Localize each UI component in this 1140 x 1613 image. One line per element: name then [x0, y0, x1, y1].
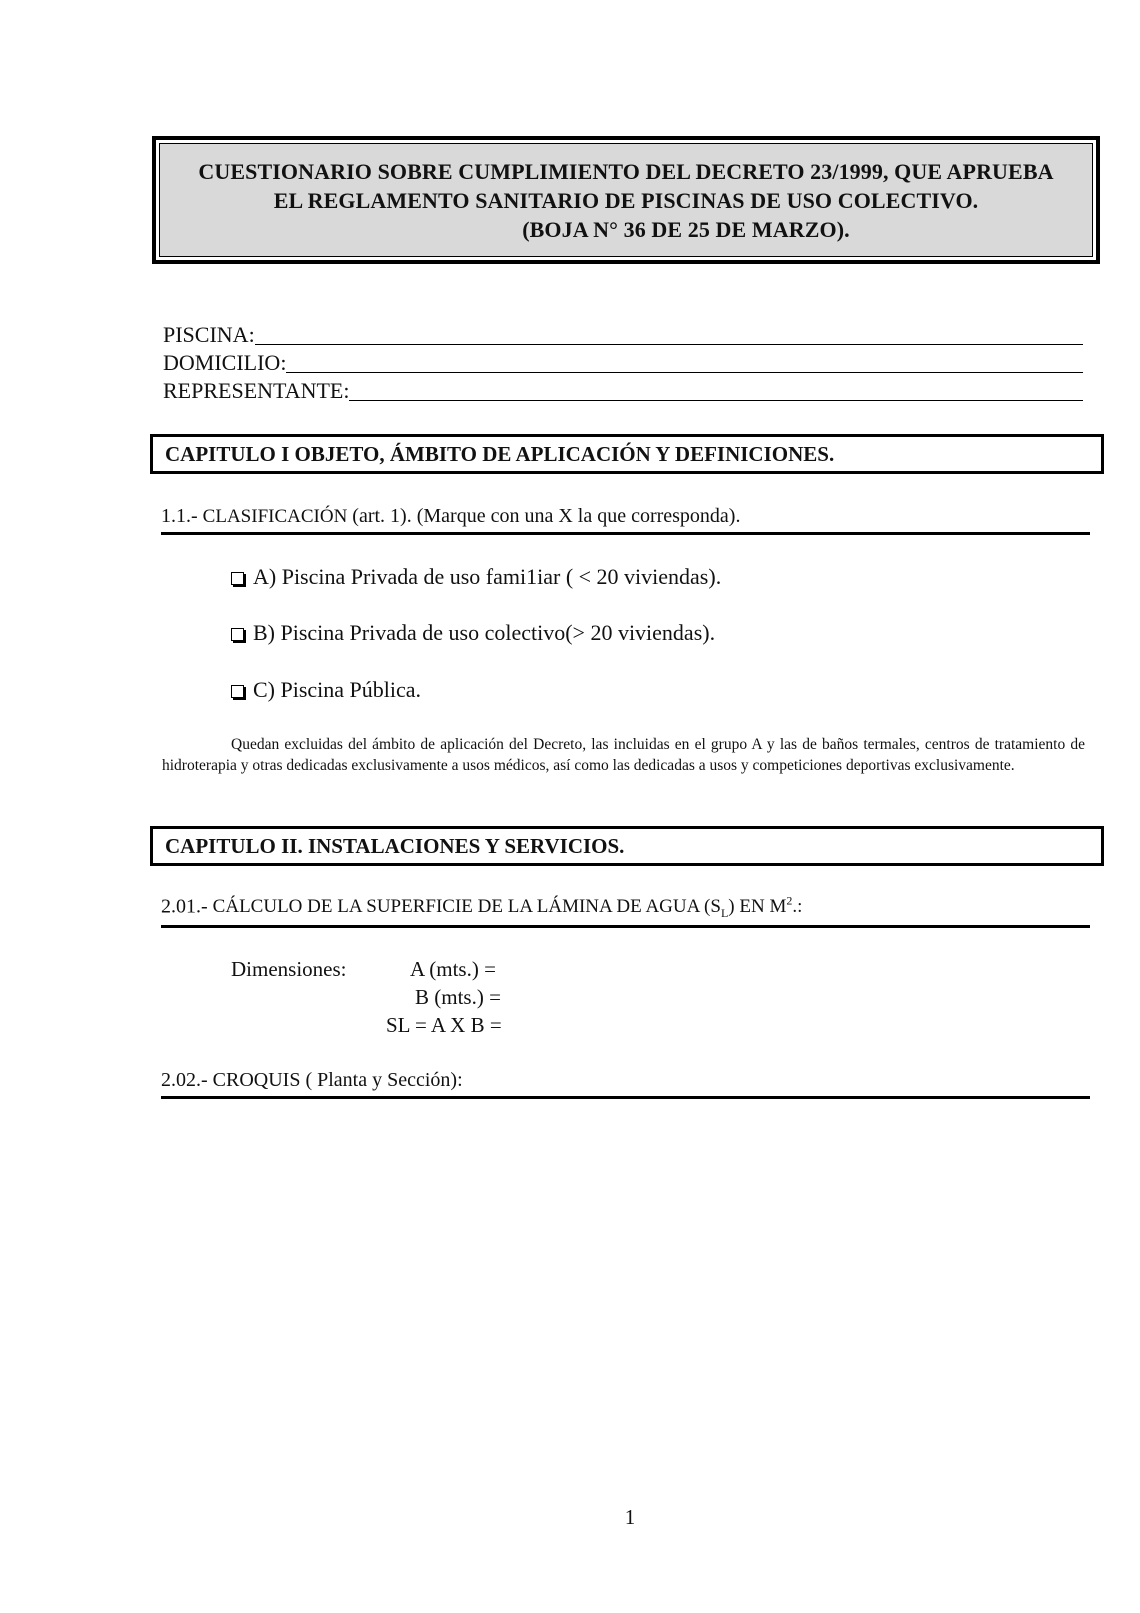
- option-b-label: B) Piscina Privada de uso colectivo(> 20 viviendas).: [253, 620, 716, 645]
- chapter-1-heading-box: [150, 434, 1104, 474]
- title-line-1: CUESTIONARIO SOBRE CUMPLIMIENTO DEL DECRETO 23/1999, QUE APRUEBA: [198, 158, 1054, 184]
- chapter-2-heading: CAPITULO II. INSTALACIONES Y SERVICIOS.: [165, 833, 625, 858]
- domicilio-blank-line[interactable]: [286, 351, 1083, 373]
- checkbox-icon[interactable]: [231, 572, 244, 585]
- option-c[interactable]: [231, 677, 421, 703]
- section-2-01-heading: [161, 894, 1090, 928]
- piscina-blank-line[interactable]: [255, 323, 1083, 345]
- option-b[interactable]: [231, 620, 715, 646]
- section-2-01-end: ) EN M: [728, 896, 787, 918]
- option-a[interactable]: [231, 564, 721, 590]
- piscina-field[interactable]: [163, 321, 1083, 349]
- page-number: 1: [624, 1505, 636, 1529]
- dimension-a: A (mts.) =: [410, 957, 496, 981]
- checkbox-icon[interactable]: [231, 628, 244, 641]
- dimensions-label: Dimensiones:: [231, 957, 347, 981]
- representante-label: REPRESENTANTE:: [163, 378, 350, 403]
- section-2-01-number: 2.01.-: [161, 895, 208, 918]
- piscina-label: PISCINA:: [163, 322, 255, 347]
- chapter-2-heading-box: [150, 826, 1104, 866]
- representante-blank-line[interactable]: [349, 379, 1083, 401]
- dimension-b: B (mts.) =: [415, 985, 501, 1009]
- section-2-02-number: 2.02.-: [161, 1069, 208, 1091]
- section-2-01-title-text: CÁLCULO DE LA SUPERFICIE DE LA LÁMINA DE AGUA (S: [212, 896, 721, 918]
- section-1-1-rest: (art. 1). (Marque con una X la que corresponda).: [352, 505, 741, 527]
- dimension-sl: SL = A X B =: [386, 1013, 502, 1037]
- section-1-1-title: CLASIFICACIÓN: [202, 506, 348, 527]
- title-inner: [159, 143, 1093, 257]
- section-2-02-heading: [161, 1069, 1090, 1099]
- exclusion-note: Quedan excluidas del ámbito de aplicación del Decreto, las incluidas en el grupo A y las de baños termales, centros de tratamiento de hidroterapia y otras dedicadas exclusivamente a usos médicos, así como las dedicadas a usos y competiciones deportivas exclusivamente.: [162, 736, 1085, 774]
- checkbox-icon[interactable]: [231, 685, 244, 698]
- title-box: [152, 136, 1100, 264]
- domicilio-label: DOMICILIO:: [163, 350, 287, 375]
- section-2-02-title: CROQUIS ( Planta y Sección):: [212, 1069, 463, 1091]
- title-line-3: (BOJA N° 36 DE 25 DE MARZO).: [522, 216, 850, 242]
- section-2-01-subscript: L: [720, 906, 729, 921]
- option-a-label: A) Piscina Privada de uso fami1iar ( < 20 viviendas).: [253, 564, 722, 589]
- section-2-01-superscript: 2: [786, 894, 793, 908]
- section-2-01-tail: .:: [792, 896, 803, 918]
- representante-field[interactable]: [163, 377, 1083, 405]
- chapter-1-heading: CAPITULO I OBJETO, ÁMBITO DE APLICACIÓN Y DEFINICIONES.: [165, 441, 835, 466]
- section-1-1-number: 1.1.-: [161, 505, 198, 527]
- domicilio-field[interactable]: [163, 349, 1083, 377]
- form-fields: [163, 321, 1083, 405]
- title-line-2: EL REGLAMENTO SANITARIO DE PISCINAS DE USO COLECTIVO.: [273, 187, 979, 213]
- section-2-01-title: [212, 894, 803, 921]
- option-c-label: C) Piscina Pública.: [253, 677, 422, 702]
- section-1-1-heading: [161, 505, 1090, 535]
